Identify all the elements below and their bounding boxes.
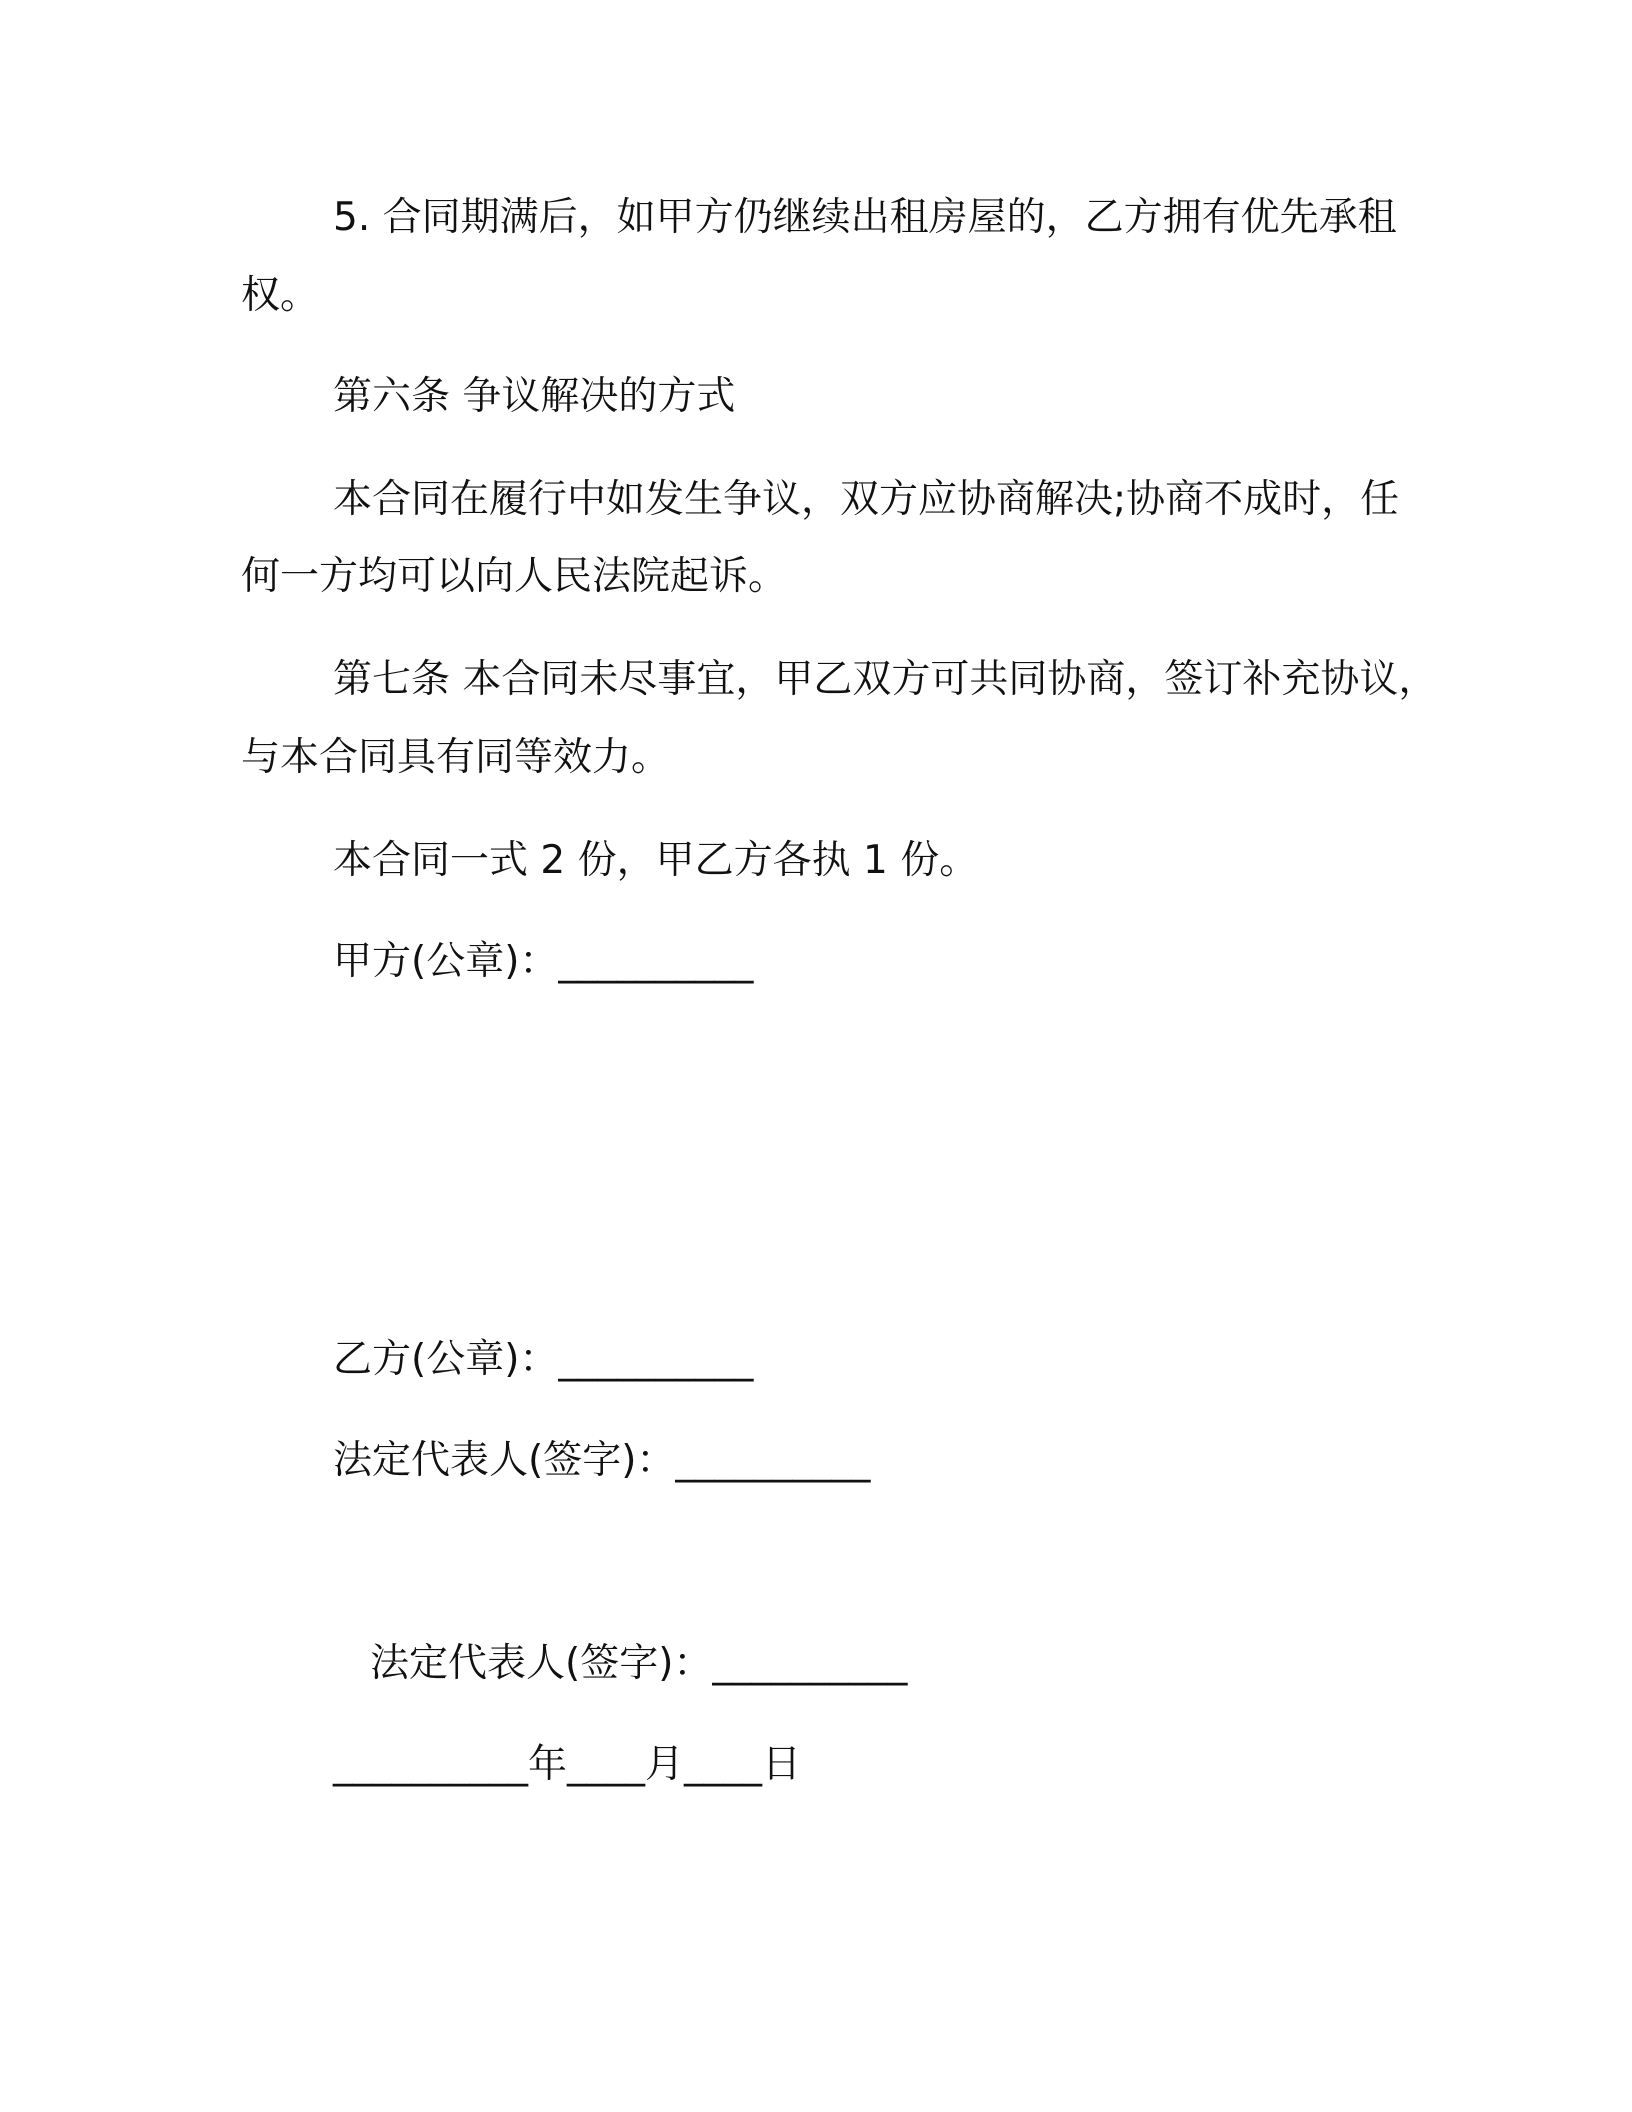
copies-statement: 本合同一式 2 份，甲乙方各执 1 份。 <box>333 838 979 883</box>
article-7-line-1: 第七条 本合同未尽事宜，甲乙双方可共同协商，签订补充协议， <box>333 657 1438 702</box>
article-6-title: 第六条 争议解决的方式 <box>333 374 736 419</box>
party-a-seal-line: 甲方(公章)：__________ <box>333 939 754 984</box>
date-line: __________年____月____日 <box>333 1742 802 1787</box>
clause-5-line-1: 5. 合同期满后，如甲方仍继续出租房屋的，乙方拥有优先承租 <box>333 195 1397 240</box>
article-6-line-1: 本合同在履行中如发生争议，双方应协商解决;协商不成时，任 <box>333 477 1400 522</box>
clause-5-line-2: 权。 <box>241 273 320 318</box>
party-b-seal-line: 乙方(公章)：__________ <box>333 1337 754 1382</box>
article-7-line-2: 与本合同具有同等效力。 <box>241 735 671 780</box>
legal-representative-signature-2: 法定代表人(签字)：__________ <box>370 1641 908 1686</box>
legal-representative-signature-1: 法定代表人(签字)：__________ <box>333 1438 871 1483</box>
article-6-line-2: 何一方均可以向人民法院起诉。 <box>241 554 788 599</box>
